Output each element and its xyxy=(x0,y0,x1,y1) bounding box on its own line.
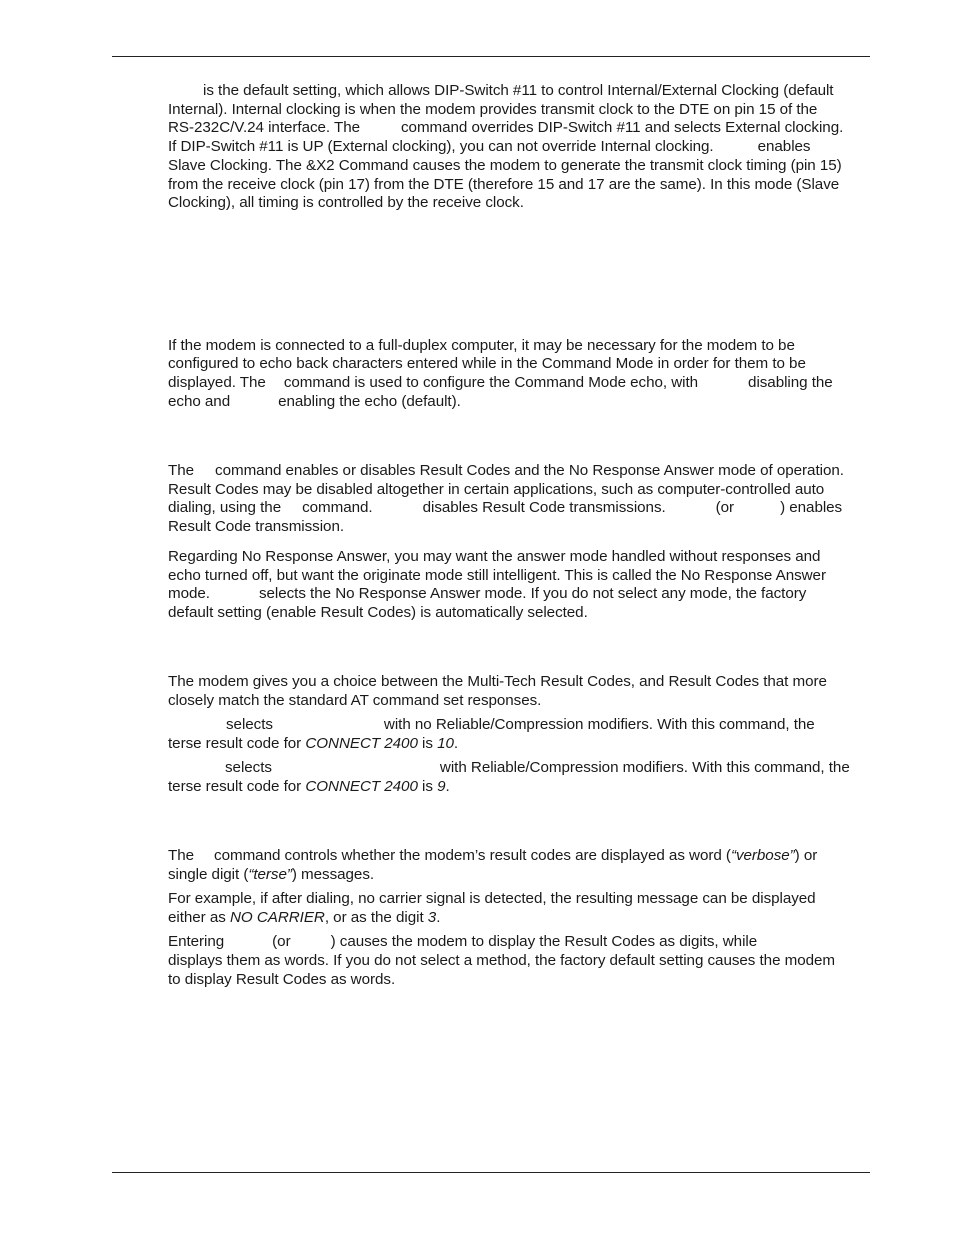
text-line: terse result code for CONNECT 2400 is 9. xyxy=(168,778,450,795)
header-rule xyxy=(112,56,870,57)
text-line: to display Result Codes as words. xyxy=(168,971,396,988)
text-line: displayed. The command is used to configure the Command Mode echo, with disabling the xyxy=(168,374,833,391)
text-line: Regarding No Response Answer, you may want the answer mode handled without responses and xyxy=(168,548,821,565)
text-line: default setting (enable Result Codes) is automatically selected. xyxy=(168,604,588,621)
text-line: from the receive clock (pin 17) from the DTE (therefore 15 and 17 are the same). In this mode (Slave xyxy=(168,176,840,193)
text-line: terse result code for CONNECT 2400 is 10. xyxy=(168,735,459,752)
text-line: configured to echo back characters entered while in the Command Mode in order for them to be xyxy=(168,355,806,372)
text-line: single digit (“terse”) messages. xyxy=(168,866,375,883)
text-line: If DIP-Switch #11 is UP (External clocking), you can not override Internal clocking. enables xyxy=(168,138,811,155)
text-line: RS-232C/V.24 interface. The command overrides DIP-Switch #11 and selects External clocking. xyxy=(168,119,844,136)
text-line: For example, if after dialing, no carrier signal is detected, the resulting message can be displayed xyxy=(168,890,816,907)
text-line: Result Code transmission. xyxy=(168,518,345,535)
text-line: Clocking), all timing is controlled by the receive clock. xyxy=(168,194,524,211)
text-line: Entering (or ) causes the modem to display the Result Codes as digits, while xyxy=(168,933,758,950)
text-line: selects with no Reliable/Compression modifiers. With this command, the xyxy=(226,716,815,733)
text-line: Result Codes may be disabled altogether in certain applications, such as computer-controlled auto xyxy=(168,481,825,498)
text-line: is the default setting, which allows DIP-Switch #11 to control Internal/External Clocking (default xyxy=(203,82,834,99)
text-line: dialing, using the command. disables Result Code transmissions. (or ) enables xyxy=(168,499,843,516)
text-line: echo turned off, but want the originate mode still intelligent. This is called the No Response Answer xyxy=(168,567,826,584)
text-line: Slave Clocking. The &X2 Command causes the modem to generate the transmit clock timing (pin 15) xyxy=(168,157,842,174)
text-line: either as NO CARRIER, or as the digit 3. xyxy=(168,909,441,926)
text-line: echo and enabling the echo (default). xyxy=(168,393,461,410)
text-line: selects with Reliable/Compression modifiers. With this command, the xyxy=(225,759,850,776)
text-line: The modem gives you a choice between the Multi-Tech Result Codes, and Result Codes that more xyxy=(168,673,827,690)
text-line: Internal). Internal clocking is when the modem provides transmit clock to the DTE on pin 15 of the xyxy=(168,101,818,118)
text-line: If the modem is connected to a full-duplex computer, it may be necessary for the modem to be xyxy=(168,337,795,354)
text-line: closely match the standard AT command set responses. xyxy=(168,692,542,709)
text-line: mode. selects the No Response Answer mode. If you do not select any mode, the factory xyxy=(168,585,807,602)
text-line: The command enables or disables Result Codes and the No Response Answer mode of operation. xyxy=(168,462,844,479)
footer-rule xyxy=(112,1172,870,1173)
text-line: displays them as words. If you do not select a method, the factory default setting causes the modem xyxy=(168,952,836,969)
text-line: The command controls whether the modem’s result codes are displayed as word (“verbose”) or xyxy=(168,847,818,864)
